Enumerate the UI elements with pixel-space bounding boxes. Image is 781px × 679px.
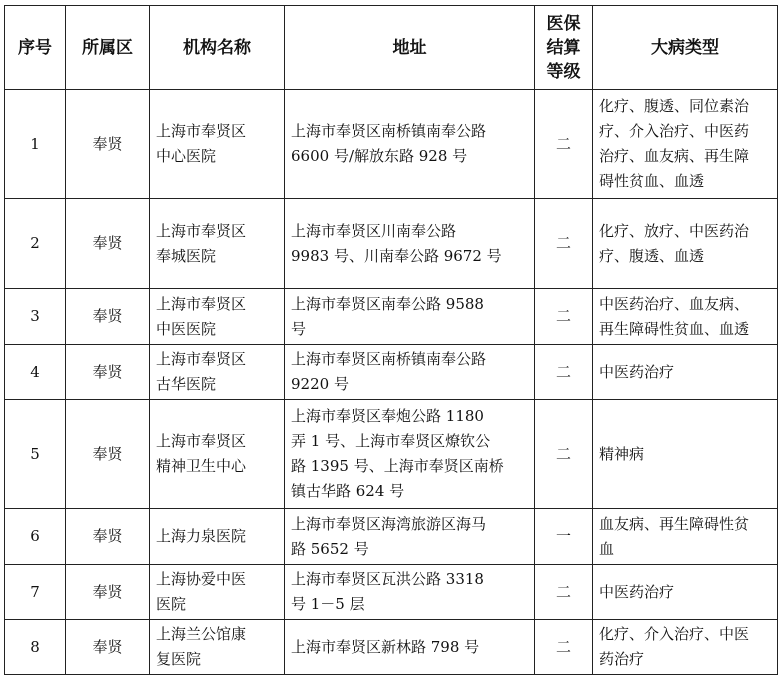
row-disease-line: 精神病 — [599, 444, 645, 463]
row-name — [150, 565, 285, 620]
row-serial: 8 — [5, 620, 66, 675]
row-name — [150, 90, 285, 199]
row-disease — [593, 400, 778, 509]
row-disease-line: 治疗、血友病、再生障 — [599, 147, 750, 165]
row-address-line: 号 1－5 层 — [291, 595, 365, 613]
row-district: 奉贤 — [66, 400, 150, 509]
row-address — [285, 199, 535, 289]
row-address-line: 上海市奉贤区海湾旅游区海马 — [291, 514, 487, 533]
table-header-row — [5, 6, 778, 90]
row-address-line: 镇古华路 624 号 — [291, 482, 405, 500]
row-address — [285, 509, 535, 565]
row-address-line: 6600 号/解放东路 928 号 — [291, 147, 468, 165]
row-name — [150, 509, 285, 565]
row-serial: 2 — [5, 199, 66, 289]
row-district: 奉贤 — [66, 345, 150, 400]
header-grade-line: 医保 — [546, 13, 581, 34]
row-name-line: 上海市奉贤区 — [156, 122, 247, 140]
row-name-line: 上海力泉医院 — [156, 527, 247, 545]
row-address — [285, 90, 535, 199]
row-disease-line: 血 — [599, 539, 615, 558]
row-serial: 1 — [5, 90, 66, 199]
row-grade: 二 — [535, 90, 593, 199]
row-disease-line: 再生障碍性贫血、血透 — [599, 319, 750, 338]
row-address-line: 上海市奉贤区南桥镇南奉公路 — [291, 350, 487, 368]
header-serial: 序号 — [5, 6, 66, 90]
row-disease — [593, 509, 778, 565]
row-address-line: 9220 号 — [291, 375, 349, 393]
row-serial: 5 — [5, 400, 66, 509]
row-disease-line: 中医药治疗、血友病、 — [599, 294, 750, 313]
row-address-line: 路 1395 号、上海市奉贤区南桥 — [291, 457, 504, 475]
row-serial: 6 — [5, 509, 66, 565]
row-name-line: 中心医院 — [156, 147, 217, 165]
row-district: 奉贤 — [66, 289, 150, 345]
row-address-line: 9983 号、川南奉公路 9672 号 — [291, 246, 502, 265]
row-disease-line: 疗、介入治疗、中医药 — [599, 122, 750, 140]
row-address — [285, 289, 535, 345]
row-disease-line: 化疗、介入治疗、中医 — [599, 625, 750, 643]
row-name — [150, 289, 285, 345]
row-grade: 二 — [535, 565, 593, 620]
row-address — [285, 400, 535, 509]
table-row — [5, 289, 778, 345]
row-address-line: 上海市奉贤区川南奉公路 — [291, 221, 457, 240]
row-disease — [593, 289, 778, 345]
row-disease-line: 中医药治疗 — [599, 582, 675, 601]
row-address — [285, 345, 535, 400]
row-name-line: 医院 — [156, 595, 187, 613]
row-disease — [593, 199, 778, 289]
row-name — [150, 345, 285, 400]
row-disease — [593, 565, 778, 620]
table-row — [5, 565, 778, 620]
row-disease-line: 化疗、放疗、中医药治 — [599, 221, 750, 240]
row-name-line: 上海兰公馆康 — [156, 625, 247, 643]
row-district: 奉贤 — [66, 509, 150, 565]
row-address-line: 路 5652 号 — [291, 539, 369, 558]
header-disease: 大病类型 — [593, 6, 778, 90]
row-address-line: 上海市奉贤区新林路 798 号 — [291, 637, 480, 656]
row-grade: 二 — [535, 199, 593, 289]
header-grade — [535, 6, 593, 90]
row-address-line: 上海市奉贤区奉炮公路 1180 — [291, 407, 484, 425]
row-name-line: 精神卫生中心 — [156, 457, 247, 475]
row-grade: 二 — [535, 289, 593, 345]
row-address-line: 上海市奉贤区南奉公路 9588 — [291, 294, 484, 313]
row-address — [285, 565, 535, 620]
row-name — [150, 620, 285, 675]
row-disease-line: 药治疗 — [599, 650, 645, 668]
row-disease — [593, 345, 778, 400]
row-name-line: 奉城医院 — [156, 246, 217, 265]
row-name-line: 上海市奉贤区 — [156, 221, 247, 240]
row-name-line: 上海市奉贤区 — [156, 294, 247, 313]
row-district: 奉贤 — [66, 565, 150, 620]
header-name: 机构名称 — [150, 6, 285, 90]
row-address-line: 上海市奉贤区瓦洪公路 3318 — [291, 570, 484, 588]
table-row — [5, 345, 778, 400]
row-district: 奉贤 — [66, 620, 150, 675]
row-name-line: 上海市奉贤区 — [156, 350, 247, 368]
row-disease — [593, 90, 778, 199]
header-address: 地址 — [285, 6, 535, 90]
row-disease-line: 血友病、再生障碍性贫 — [599, 514, 750, 533]
header-grade-line: 等级 — [546, 61, 581, 82]
row-address — [285, 620, 535, 675]
table-row — [5, 509, 778, 565]
row-name-line: 上海协爱中医 — [156, 570, 247, 588]
header-district: 所属区 — [66, 6, 150, 90]
row-grade: 一 — [535, 509, 593, 565]
row-address-line: 上海市奉贤区南桥镇南奉公路 — [291, 122, 487, 140]
row-serial: 3 — [5, 289, 66, 345]
row-district: 奉贤 — [66, 90, 150, 199]
header-grade-line: 结算 — [546, 37, 581, 58]
row-disease-line: 化疗、腹透、同位素治 — [599, 97, 750, 115]
row-address-line: 号 — [291, 319, 307, 338]
row-address-line: 弄 1 号、上海市奉贤区燎钦公 — [291, 432, 491, 450]
row-disease-line: 碍性贫血、血透 — [599, 172, 705, 190]
table-row — [5, 620, 778, 675]
table-row — [5, 90, 778, 199]
row-district: 奉贤 — [66, 199, 150, 289]
row-grade: 二 — [535, 620, 593, 675]
row-disease-line: 中医药治疗 — [599, 362, 675, 381]
table-row — [5, 400, 778, 509]
row-name — [150, 400, 285, 509]
row-name-line: 上海市奉贤区 — [156, 432, 247, 450]
table-row — [5, 199, 778, 289]
row-name-line: 中医医院 — [156, 319, 217, 338]
row-disease-line: 疗、腹透、血透 — [599, 246, 705, 265]
row-name-line: 古华医院 — [156, 375, 217, 393]
hospital-table — [4, 5, 778, 675]
row-grade: 二 — [535, 345, 593, 400]
row-disease — [593, 620, 778, 675]
row-serial: 7 — [5, 565, 66, 620]
row-name-line: 复医院 — [156, 650, 202, 668]
row-grade: 二 — [535, 400, 593, 509]
row-name — [150, 199, 285, 289]
row-serial: 4 — [5, 345, 66, 400]
